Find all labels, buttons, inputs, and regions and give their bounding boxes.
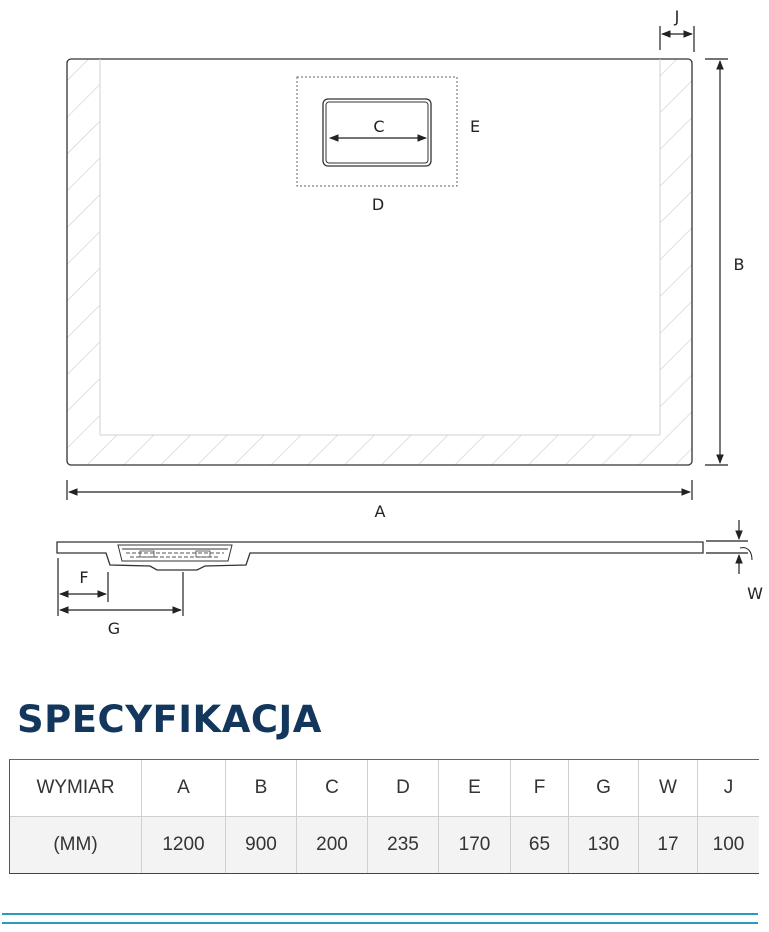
spec-header-cell: A: [142, 760, 226, 817]
spec-value-cell: 235: [368, 817, 439, 874]
spec-value-cell: 100: [698, 817, 760, 874]
spec-table: [9, 759, 759, 874]
footer-rule-bottom: [2, 922, 758, 924]
label-d: D: [371, 195, 385, 214]
spec-header-cell: J: [698, 760, 760, 817]
spec-value-cell: 65: [511, 817, 569, 874]
spec-value-cell: 170: [439, 817, 511, 874]
spec-header-cell: WYMIAR: [10, 760, 142, 817]
spec-header-cell: G: [569, 760, 639, 817]
spec-value-cell: 1200: [142, 817, 226, 874]
spec-header-cell: F: [511, 760, 569, 817]
spec-header-cell: E: [439, 760, 511, 817]
spec-header-cell: D: [368, 760, 439, 817]
label-j: J: [674, 7, 680, 26]
label-a: A: [374, 502, 386, 521]
tray-side-section: [57, 542, 703, 570]
spec-values-row: [10, 817, 760, 874]
label-w: W: [747, 584, 763, 603]
spec-title: SPECYFIKACJA: [17, 698, 322, 741]
spec-value-cell: (MM): [10, 817, 142, 874]
label-f: F: [79, 568, 89, 587]
spec-header-cell: W: [639, 760, 698, 817]
spec-value-cell: 200: [297, 817, 368, 874]
label-b: B: [733, 255, 745, 274]
spec-value-cell: 17: [639, 817, 698, 874]
spec-value-cell: 130: [569, 817, 639, 874]
spec-header-cell: C: [297, 760, 368, 817]
spec-value-cell: 900: [226, 817, 297, 874]
label-g: G: [107, 619, 121, 638]
spec-header-row: [10, 760, 760, 817]
spec-header-cell: B: [226, 760, 297, 817]
label-c: C: [373, 117, 385, 136]
label-e: E: [469, 117, 481, 136]
footer-rule-top: [2, 913, 758, 915]
